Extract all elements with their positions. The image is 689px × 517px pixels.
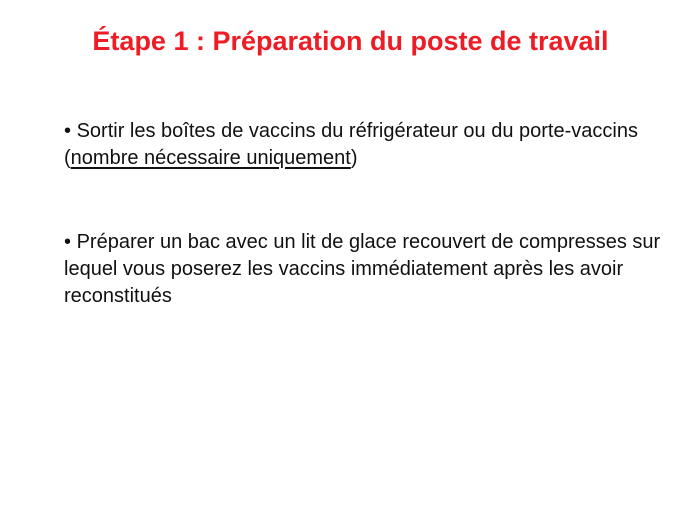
bullet-glyph: • bbox=[64, 120, 72, 142]
slide-title: Étape 1 : Préparation du poste de travail bbox=[92, 26, 609, 56]
bullet-glyph: • bbox=[64, 231, 72, 253]
bullet-list bbox=[64, 118, 664, 310]
bullet-item-prepare-ice-tray bbox=[64, 229, 664, 310]
bullet-text-closing: ) bbox=[350, 147, 358, 169]
bullet-text: Préparer un bac avec un lit de glace recouvert de compresses sur lequel vous poserez les vaccins immédiatement après les avoir reconstitués bbox=[64, 231, 661, 307]
bullet-item-remove-vaccines bbox=[64, 118, 664, 172]
bullet-emphasis-underlined: nombre nécessaire uniquement bbox=[70, 147, 351, 169]
bullet-text: Sortir les boîtes de vaccins du réfrigérateur ou du porte-vaccins ( bbox=[64, 120, 638, 169]
